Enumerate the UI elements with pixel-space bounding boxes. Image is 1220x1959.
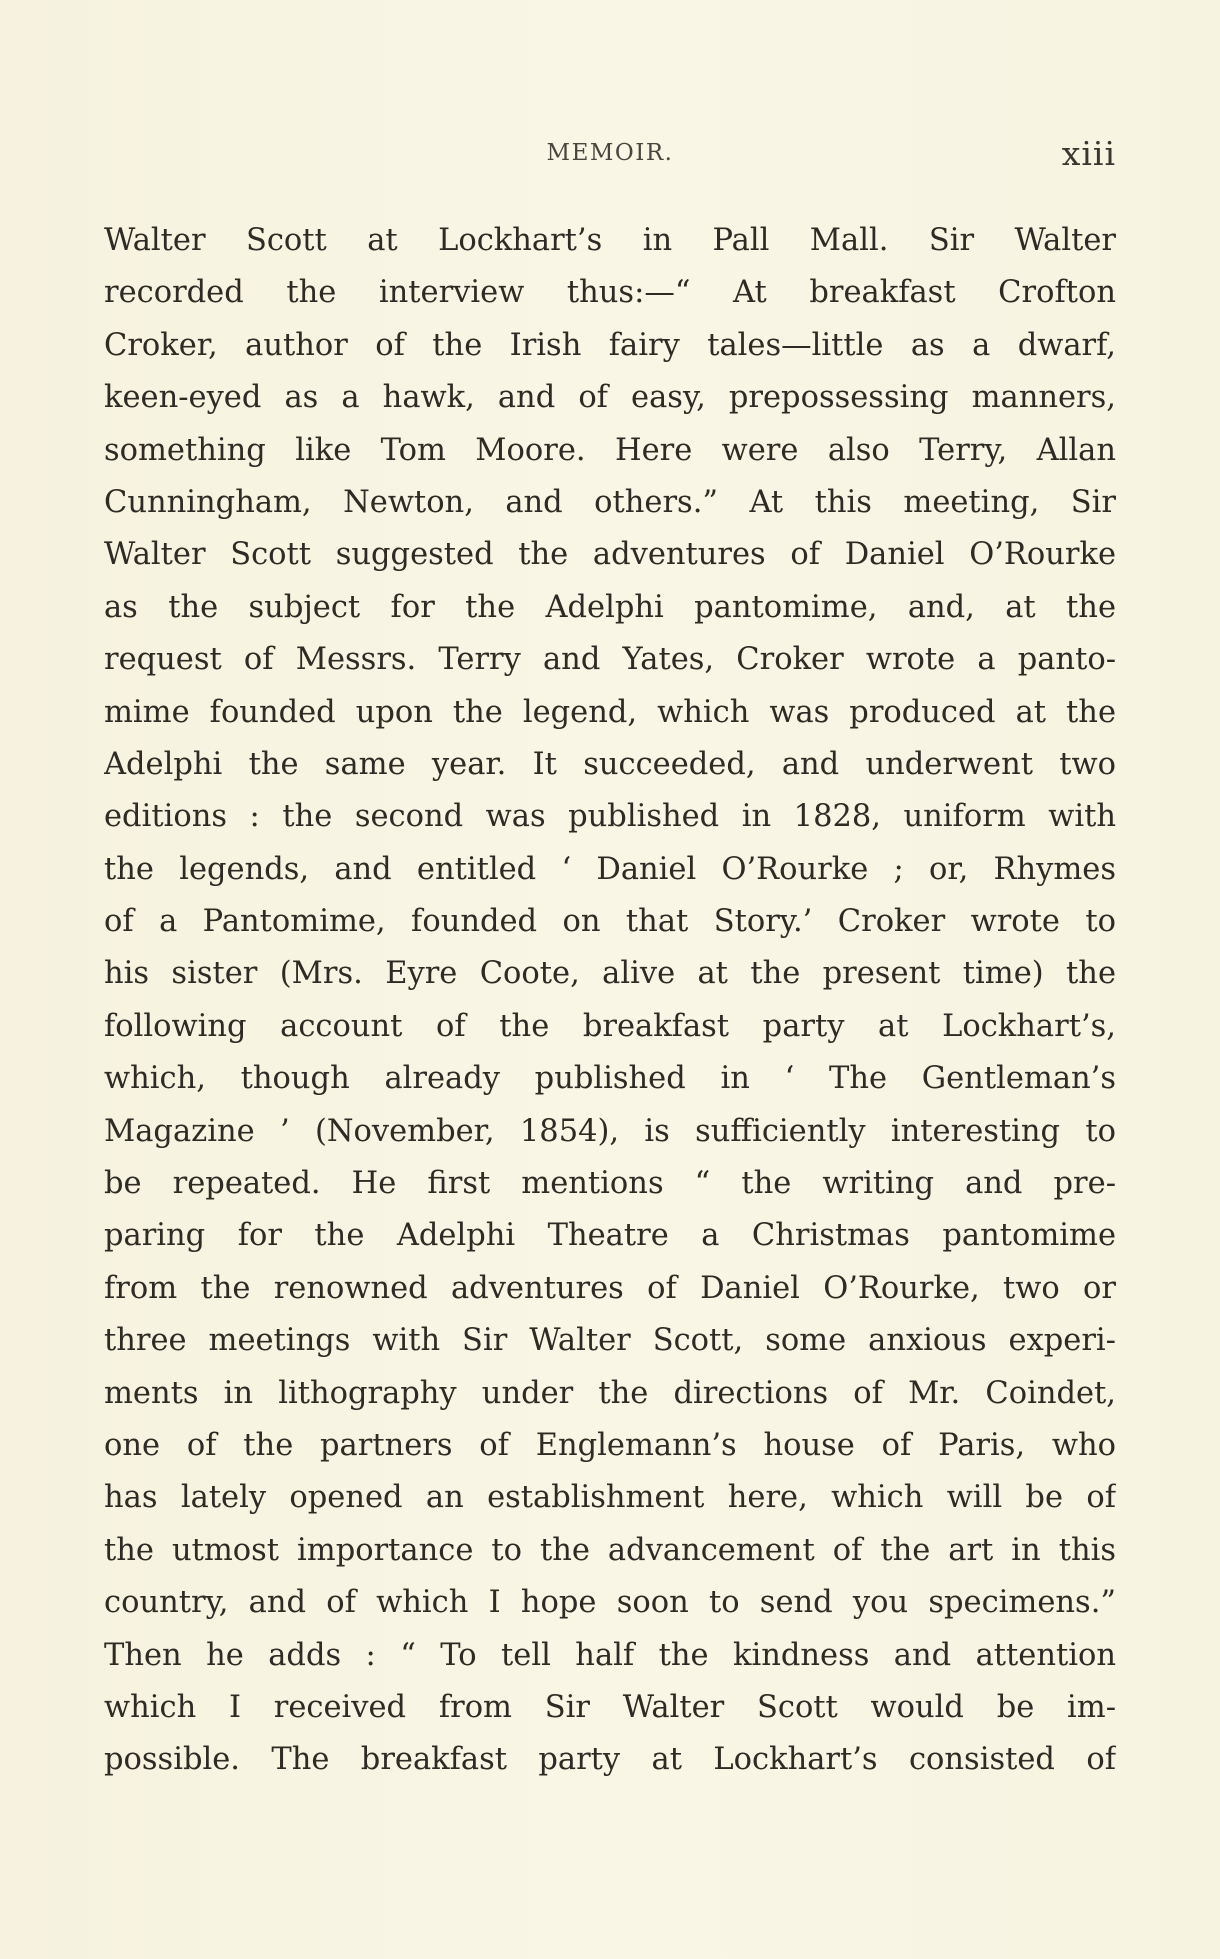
text-line: mime founded upon the legend, which was produced at the [104, 694, 1116, 730]
text-line: one of the partners of Englemann’s house of Paris, who [104, 1427, 1116, 1463]
page-number: xiii [1061, 134, 1116, 173]
text-line: of a Pantomime, founded on that Story.’ Croker wrote to [104, 904, 1116, 940]
text-line: Then he adds : “ To tell half the kindness and attention [104, 1637, 1116, 1673]
text-line: paring for the Adelphi Theatre a Christmas pantomime [104, 1218, 1116, 1254]
text-line: request of Messrs. Terry and Yates, Croker wrote a panto- [104, 642, 1116, 678]
text-line: Walter Scott suggested the adventures of Daniel O’Rourke [104, 537, 1116, 573]
text-line: which, though already published in ‘ The Gentleman’s [104, 1061, 1116, 1097]
text-line: from the renowned adventures of Daniel O’Rourke, two or [104, 1270, 1116, 1306]
text-line: as the subject for the Adelphi pantomime, and, at the [104, 589, 1116, 625]
text-line: Cunningham, Newton, and others.” At this meeting, Sir [104, 484, 1116, 520]
text-line: be repeated. He first mentions “ the writing and pre- [104, 1166, 1116, 1202]
text-line: possible. The breakfast party at Lockhart’s consisted of [104, 1742, 1116, 1778]
text-line: Walter Scott at Lockhart’s in Pall Mall. Sir Walter [104, 223, 1116, 258]
text-line: editions : the second was published in 1828, uniform with [104, 799, 1116, 835]
text-line: country, and of which I hope soon to send you specimens.” [104, 1585, 1116, 1621]
text-line: the utmost importance to the advancement of the art in this [104, 1532, 1116, 1568]
text-line: which I received from Sir Walter Scott would be im- [104, 1689, 1116, 1725]
text-line: the legends, and entitled ‘ Daniel O’Rourke ; or, Rhymes [104, 851, 1116, 887]
running-head-title: MEMOIR. [546, 140, 674, 166]
text-line: Croker, author of the Irish fairy tales—little as a dwarf, [104, 327, 1116, 363]
text-line: Magazine ’ (November, 1854), is sufficiently interesting to [104, 1113, 1116, 1149]
text-line: ments in lithography under the directions of Mr. Coindet, [104, 1375, 1116, 1411]
text-line: his sister (Mrs. Eyre Coote, alive at the present time) the [104, 956, 1116, 992]
text-line: something like Tom Moore. Here were also Terry, Allan [104, 432, 1116, 468]
text-line: Adelphi the same year. It succeeded, and underwent two [104, 746, 1116, 782]
text-line: has lately opened an establishment here, which will be of [104, 1480, 1116, 1516]
text-line: keen-eyed as a hawk, and of easy, prepossessing manners, [104, 380, 1116, 416]
text-line: recorded the interview thus:—“ At breakfast Crofton [104, 275, 1116, 311]
running-head [104, 132, 1116, 176]
text-line: three meetings with Sir Walter Scott, some anxious experi- [104, 1323, 1116, 1359]
text-line: following account of the breakfast party at Lockhart’s, [104, 1008, 1116, 1044]
body-text [104, 215, 1116, 1787]
